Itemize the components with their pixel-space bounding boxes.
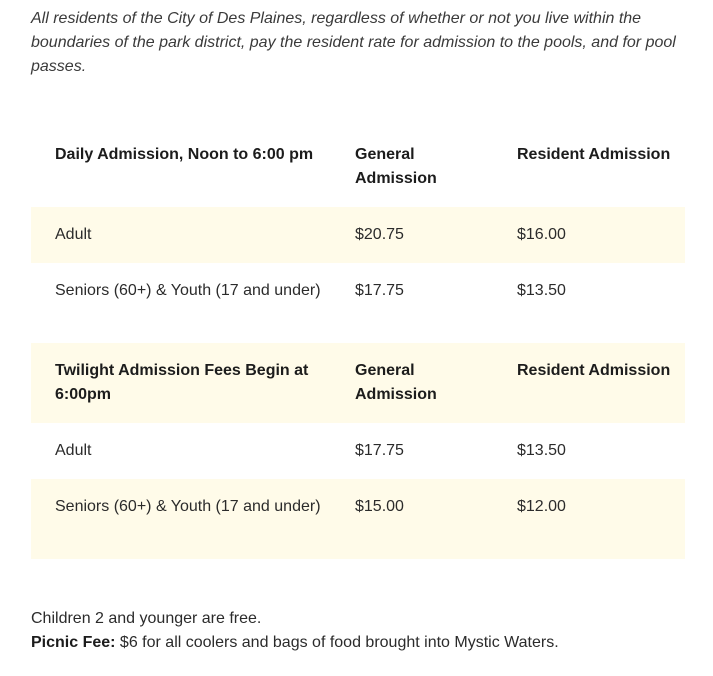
row-label: Seniors (60+) & Youth (17 and under) [31, 479, 331, 559]
table-row [31, 423, 685, 479]
general-price: $20.75 [331, 207, 493, 263]
twilight-header-general: General Admission [331, 343, 493, 423]
twilight-header-row [31, 343, 685, 423]
table-row [31, 207, 685, 263]
resident-price: $13.50 [517, 282, 566, 299]
table-row [31, 479, 685, 559]
twilight-header-label: Twilight Admission Fees Begin at 6:00pm [31, 343, 331, 423]
row-label: Adult [55, 442, 92, 459]
admission-fee-table [31, 127, 685, 559]
resident-price: $13.50 [517, 442, 566, 459]
twilight-header-resident: Resident Admission [493, 343, 685, 423]
general-price: $15.00 [331, 479, 493, 559]
daily-header-resident: Resident Admission [517, 146, 671, 163]
daily-header-general: General Admission [355, 146, 437, 187]
picnic-fee-text: $6 for all coolers and bags of food brought into Mystic Waters. [115, 634, 559, 651]
picnic-fee-label: Picnic Fee: [31, 634, 116, 651]
general-price: $17.75 [355, 282, 404, 299]
general-price: $17.75 [355, 442, 404, 459]
daily-header-row [31, 127, 685, 207]
resident-price: $16.00 [493, 207, 685, 263]
children-note: Children 2 and younger are free. [31, 610, 262, 627]
intro-text: All residents of the City of Des Plaines, regardless of whether or not you live within the boundaries of the park district, pay the resident rate for admission to the pools, and for pool passes. [31, 10, 676, 75]
row-label: Adult [31, 207, 331, 263]
resident-price: $12.00 [493, 479, 685, 559]
row-label: Seniors (60+) & Youth (17 and under) [55, 282, 321, 299]
table-row [31, 263, 685, 343]
footer-notes [31, 607, 691, 655]
daily-header-label: Daily Admission, Noon to 6:00 pm [55, 146, 314, 163]
picnic-fee-line [31, 631, 691, 655]
